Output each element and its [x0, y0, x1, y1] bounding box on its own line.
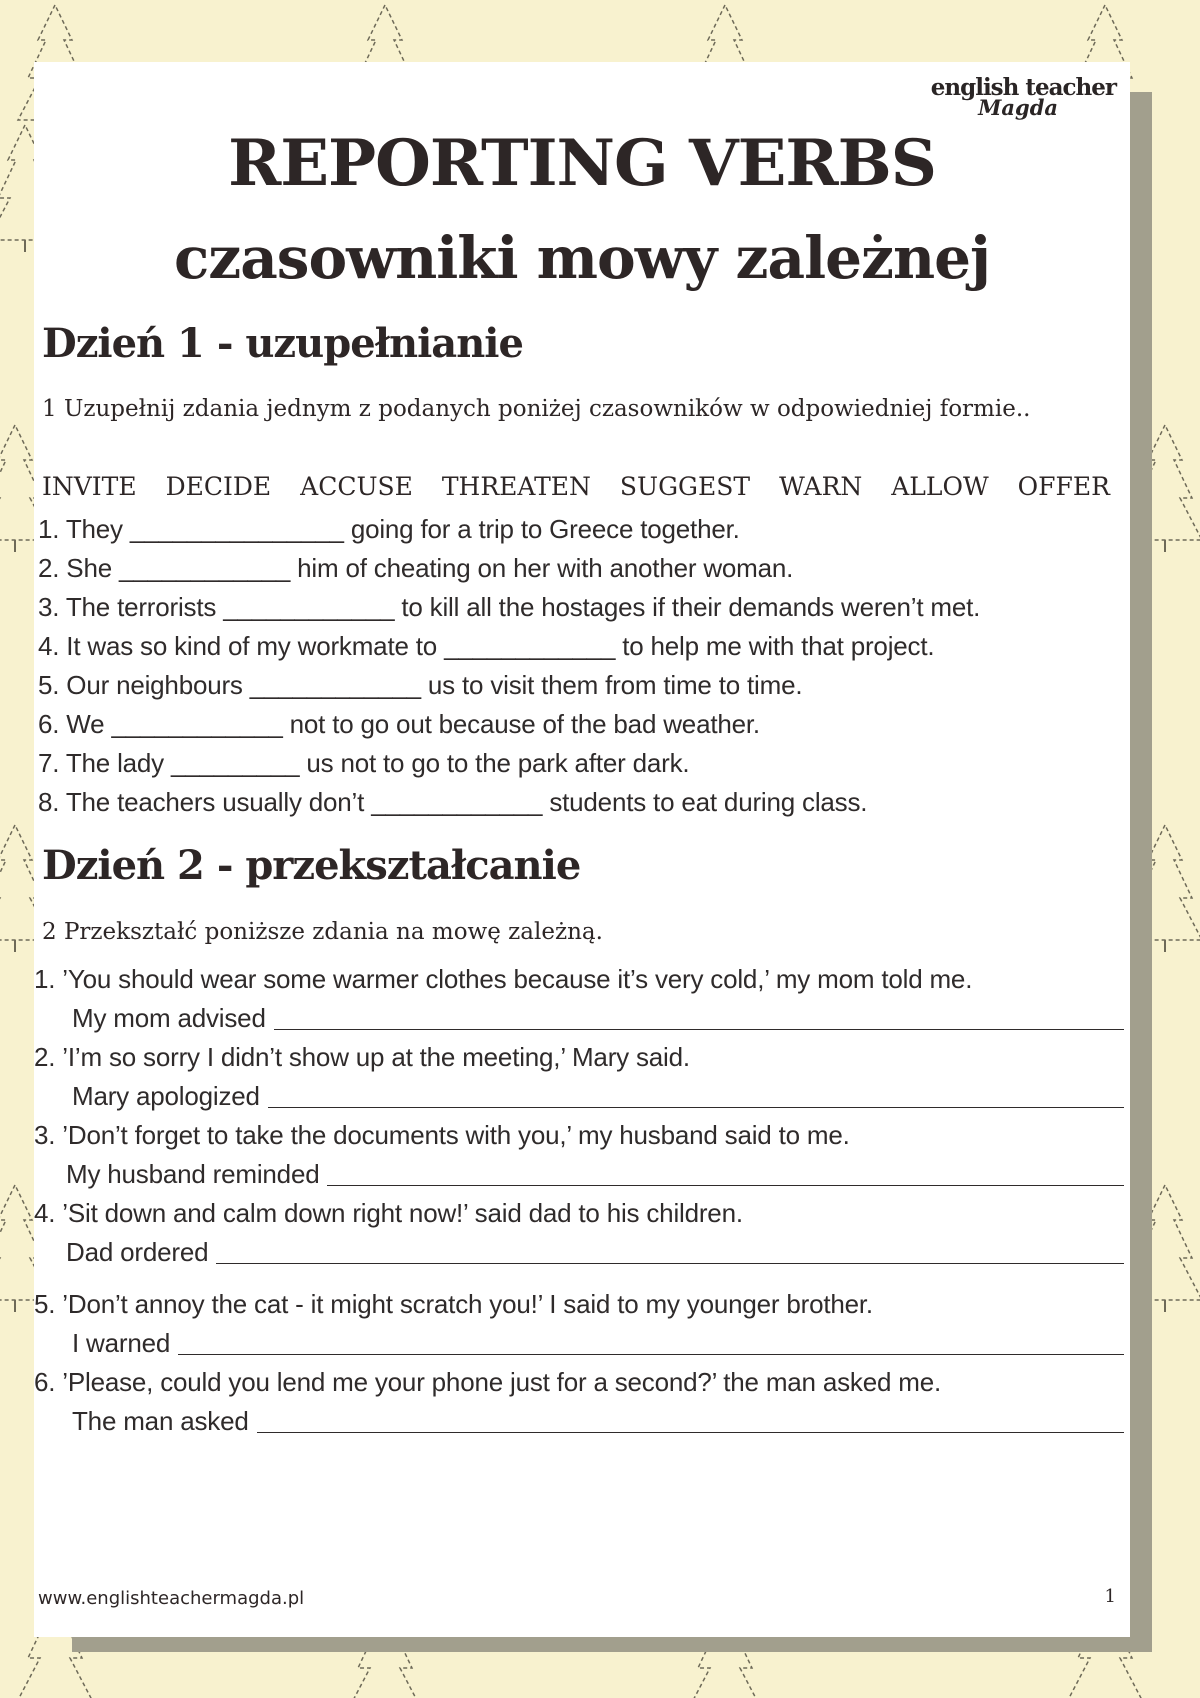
word-bank-item: SUGGEST [619, 472, 751, 501]
word-bank-item: OFFER [1017, 472, 1110, 501]
answer-line[interactable] [327, 1155, 1124, 1186]
transform-answer [34, 1233, 1124, 1272]
blank-field[interactable]: ____________ [371, 787, 543, 817]
answer-start: I warned [72, 1328, 171, 1358]
transform-prompt: 5. ’Don’t annoy the cat - it might scratch you!’ I said to my younger brother. [34, 1289, 873, 1319]
answer-start: The man asked [72, 1406, 249, 1436]
word-bank-item: ACCUSE [300, 472, 413, 501]
answer-line[interactable] [178, 1324, 1124, 1355]
sentence-text: going for a trip to Greece together. [350, 514, 740, 544]
transform-item-4 [34, 1194, 1124, 1272]
answer-start: My husband reminded [66, 1159, 320, 1189]
page-title: REPORTING VERBS [228, 126, 936, 201]
sentence-6 [38, 705, 1118, 744]
sentence-text: 8. The teachers usually don’t [38, 787, 365, 817]
worksheet-page [34, 62, 1130, 1637]
transform-answer [34, 1155, 1124, 1194]
answer-line[interactable] [274, 999, 1124, 1030]
answer-line[interactable] [268, 1077, 1124, 1108]
transform-item-6 [34, 1363, 1124, 1441]
transform-answer [34, 999, 1124, 1038]
section-2-heading: Dzień 2 - przekształcanie [42, 842, 581, 889]
sentence-text: students to eat during class. [549, 787, 868, 817]
page-subtitle: czasowniki mowy zależnej [173, 224, 991, 292]
sentence-1 [38, 510, 1118, 549]
logo [916, 74, 1116, 120]
transform-prompt: 2. ’I’m so sorry I didn’t show up at the meeting,’ Mary said. [34, 1042, 690, 1072]
sentence-text: us to visit them from time to time. [427, 670, 803, 700]
sentence-text: 5. Our neighbours [38, 670, 243, 700]
transform-item-3 [34, 1116, 1124, 1194]
transform-item-1 [34, 960, 1124, 1038]
transform-prompt: 3. ’Don’t forget to take the documents with you,’ my husband said to me. [34, 1120, 850, 1150]
blank-field[interactable]: ____________ [249, 670, 421, 700]
sentence-3 [38, 588, 1118, 627]
section-1-heading: Dzień 1 - uzupełnianie [42, 320, 523, 367]
sentence-text: not to go out because of the bad weather. [289, 709, 760, 739]
word-bank-item: WARN [779, 472, 863, 501]
answer-line[interactable] [216, 1233, 1124, 1264]
blank-field[interactable]: ____________ [119, 553, 291, 583]
transform-answer [34, 1324, 1124, 1363]
sentence-text: to kill all the hostages if their demands weren’t met. [401, 592, 981, 622]
section-2-instruction: 2 Przekształć poniższe zdania na mowę zależną. [42, 919, 603, 945]
sentence-8 [38, 783, 1118, 822]
word-bank-item: DECIDE [165, 472, 272, 501]
sentence-text: him of cheating on her with another woman. [297, 553, 794, 583]
transform-prompt: 1. ’You should wear some warmer clothes because it’s very cold,’ my mom told me. [34, 964, 973, 994]
sentence-text: 6. We [38, 709, 105, 739]
page-number: 1 [1104, 1586, 1116, 1607]
sentence-text: us not to go to the park after dark. [306, 748, 690, 778]
sentence-text: 3. The terrorists [38, 592, 217, 622]
sentence-2 [38, 549, 1118, 588]
blank-field[interactable]: ____________ [111, 709, 283, 739]
word-bank-item: INVITE [42, 472, 137, 501]
word-bank-item: ALLOW [891, 472, 989, 501]
transform-item-5 [34, 1285, 1124, 1363]
sentence-text: 2. She [38, 553, 112, 583]
blank-field[interactable]: _______________ [129, 514, 344, 544]
blank-field[interactable]: _________ [171, 748, 300, 778]
transform-item-2 [34, 1038, 1124, 1116]
answer-start: My mom advised [72, 1003, 266, 1033]
sentence-text: 1. They [38, 514, 123, 544]
logo-text: english teacher [930, 74, 1116, 101]
footer-url[interactable]: www.englishteachermagda.pl [38, 1588, 305, 1609]
answer-start: Mary apologized [72, 1081, 260, 1111]
answer-line[interactable] [257, 1402, 1124, 1433]
transform-prompt: 6. ’Please, could you lend me your phone just for a second?’ the man asked me. [34, 1367, 941, 1397]
sentence-4 [38, 627, 1118, 666]
blank-field[interactable]: ____________ [444, 631, 616, 661]
word-bank [42, 472, 1110, 501]
answer-start: Dad ordered [66, 1237, 209, 1267]
transform-answer [34, 1077, 1124, 1116]
sentence-5 [38, 666, 1118, 705]
sentence-7 [38, 744, 1118, 783]
logo-signature: Magda [978, 95, 1058, 120]
transform-answer [34, 1402, 1124, 1441]
sentence-text: 4. It was so kind of my workmate to [38, 631, 438, 661]
word-bank-item: THREATEN [441, 472, 591, 501]
sentence-text: to help me with that project. [622, 631, 935, 661]
blank-field[interactable]: ____________ [223, 592, 395, 622]
sentence-text: 7. The lady [38, 748, 164, 778]
section-1-instruction: 1 Uzupełnij zdania jednym z podanych poniżej czasowników w odpowiedniej formie.. [42, 396, 1031, 422]
fill-in-sentences [38, 510, 1118, 822]
transform-prompt: 4. ’Sit down and calm down right now!’ said dad to his children. [34, 1198, 743, 1228]
